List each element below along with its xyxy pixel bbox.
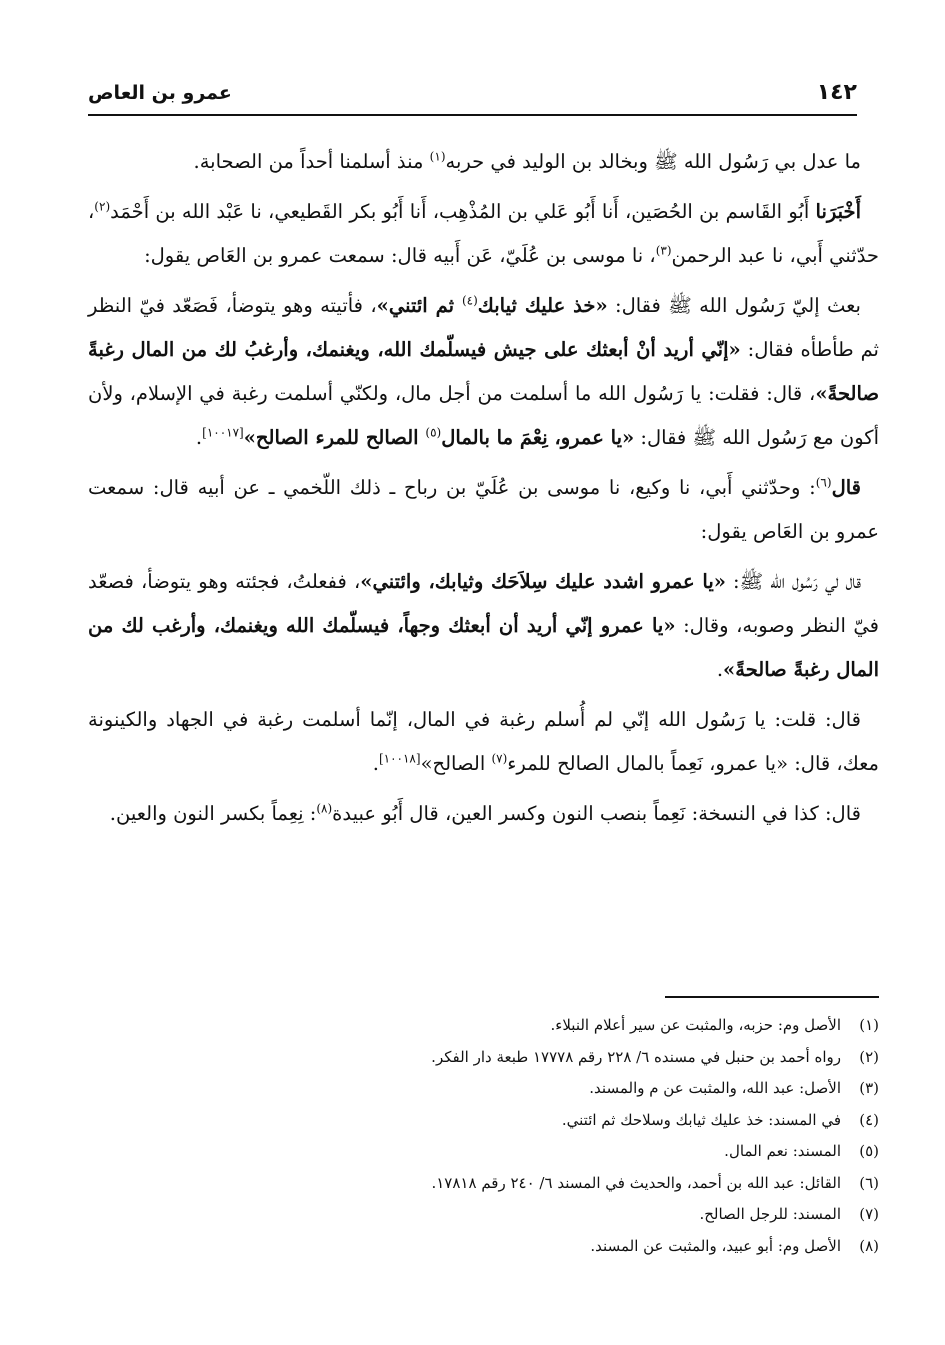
footnote-text: رواه أحمد بن حنبل في مسنده ٦/ ٢٢٨ رقم ١٧٧٧٨ طبعة دار الفكر.	[431, 1047, 841, 1066]
text-run: ، نا موسى بن عُلَيّ، عَن أَبيه قال: سمعت عمرو بن العَاص يقول:	[144, 244, 656, 267]
footnote-ref: (٦)	[815, 475, 832, 490]
paragraph-5	[88, 560, 879, 692]
page-number: ١٤٢	[816, 80, 857, 105]
hadith-quote: ثم ائتني»	[376, 294, 462, 317]
text-run: ، ففعلتُ، فجئته وهو يتوضأ، فصعّد فيّ النظر وصوبه، وقال:	[88, 570, 880, 637]
paragraph-4	[88, 466, 879, 554]
footnote-text: المسند: للرجل الصالح.	[699, 1205, 841, 1223]
text-run: .	[195, 426, 203, 449]
footnote	[88, 1073, 879, 1105]
text-run: قال: قلت: يا رَسُول الله إنّي لم أُسلم رغبة في المال، إنّما أسلمت رغبة في الجهاد والكينونة معك، قال: «يا عمرو، نَعِماً بالمال الصالح للمرء	[88, 708, 879, 775]
text-run: قال لي رَسُول الله ﷺ:	[725, 570, 861, 593]
hadith-quote: «يا عمرو اشدد عليك سِلاَحَك وثيابك، وائتني»	[360, 570, 726, 593]
footnote-text: الأصل وم: حزبه، والمثبت عن سير أعلام النبلاء.	[550, 1016, 841, 1034]
speaker-label: قال	[831, 476, 861, 499]
footnote-text: الأصل: عبد الله، والمثبت عن م والمسند.	[589, 1079, 841, 1097]
hadith-number: [١٠٠١٧]	[202, 425, 244, 440]
footnotes	[88, 1010, 879, 1262]
text-run: ، حدّثني أَبي، نا عبد الرحمن	[88, 200, 879, 267]
text-run: .	[716, 658, 724, 681]
hadith-quote: «يا عمرو، نِعْمَ ما بالمال	[441, 426, 635, 449]
footnote	[88, 1105, 879, 1137]
text-run: ما عدل بي رَسُول الله ﷺ وبخالد بن الوليد في حربه	[445, 150, 861, 173]
footnote-number: (٦)	[859, 1173, 879, 1192]
text-run: منذ أسلمنا أحداً من الصحابة.	[193, 150, 430, 173]
footnote	[88, 1231, 879, 1263]
text-run: ، قال: فقلت: يا رَسُول الله ما أسلمت من أجل مال، ولكنّي أسلمت رغبة في الإسلام، ولأن أكون مع رَسُول الله ﷺ فقال:	[88, 382, 879, 449]
footnote-ref: (١)	[429, 149, 446, 164]
text-run: .	[372, 752, 379, 775]
isnad-opening: أَخْبَرَنا	[815, 200, 861, 223]
footnote-text: في المسند: خذ عليك ثيابك وسلاحك ثم ائتني.	[561, 1110, 841, 1129]
paragraph-3	[88, 284, 879, 460]
running-title: عمرو بن العاص	[88, 82, 232, 104]
text-run: الصالح»	[420, 752, 492, 775]
footnote-ref: (٥)	[425, 425, 442, 440]
hadith-number: [١٠٠١٨]	[378, 751, 421, 766]
hadith-quote: «خذ عليك ثيابك	[477, 294, 608, 317]
footnote-separator	[665, 996, 879, 998]
footnote-number: (٤)	[859, 1110, 879, 1129]
page-header	[88, 74, 857, 116]
footnote-text: المسند: نعم المال.	[724, 1142, 841, 1160]
footnote-number: (١)	[859, 1016, 879, 1034]
footnote-number: (٢)	[859, 1047, 879, 1066]
hadith-quote: الصالح للمرء الصالح»	[243, 426, 426, 449]
footnote-ref: (٢)	[94, 199, 111, 214]
paragraph-6	[88, 698, 879, 786]
footnote	[88, 1042, 879, 1074]
footnote-ref: (٧)	[491, 751, 508, 766]
text-run: قال: كذا في النسخة: نَعِماً بنصب النون وكسر العين، قال أَبُو عبيدة	[332, 802, 861, 825]
footnote-ref: (٨)	[316, 801, 333, 816]
footnote-ref: (٤)	[461, 293, 478, 308]
footnote-number: (٣)	[859, 1079, 879, 1097]
footnote	[88, 1168, 879, 1200]
text-run: ، فأتيته وهو يتوضأ، فَصَعّد فيّ النظر ثم طأطأه فقال:	[88, 294, 879, 361]
footnote-number: (٨)	[859, 1236, 879, 1255]
paragraph-2	[88, 190, 879, 278]
text-run: : نِعِماً بكسر النون والعين.	[109, 802, 317, 825]
text-run: أَبُو القَاسم بن الحُصَين، أَنا أَبُو عَلي بن المُذْهِب، أَنا أَبُو بكر القَطيعي، نا عَبْد الله بن أَحْمَد	[110, 200, 816, 223]
paragraph-1	[88, 140, 879, 184]
main-text	[88, 140, 879, 842]
footnote-ref: (٣)	[655, 243, 672, 258]
hadith-quote: «يا عمرو إنّي أريد أن أبعثك وجهاً، فيسلّمك الله ويغنمك، وأرغب لك من المال رغبةً صالحةً»	[88, 614, 879, 681]
footnote-number: (٥)	[859, 1142, 879, 1160]
footnote	[88, 1199, 879, 1231]
paragraph-7	[88, 792, 879, 836]
footnote	[88, 1010, 879, 1042]
footnote-text: الأصل وم: أبو عبيد، والمثبت عن المسند.	[590, 1236, 841, 1255]
footnote-text: القائل: عبد الله بن أحمد، والحديث في المسند ٦/ ٢٤٠ رقم ١٧٨١٨.	[431, 1173, 841, 1192]
text-run: بعث إليّ رَسُول الله ﷺ فقال:	[607, 294, 861, 317]
footnote	[88, 1136, 879, 1168]
hadith-quote: «إنّي أريد أنْ أبعثك على جيش فيسلّمك الله، ويغنمك، وأرغبُ لك من المال رغبةً صالحةً»	[88, 338, 879, 405]
text-run: : وحدّثني أَبي، نا وكيع، نا موسى بن عُلَيّ بن رباح ـ ذلك اللّخمي ـ عن أبيه قال: سمعت عمرو بن العَاص يقول:	[88, 476, 879, 543]
footnote-number: (٧)	[859, 1205, 879, 1223]
